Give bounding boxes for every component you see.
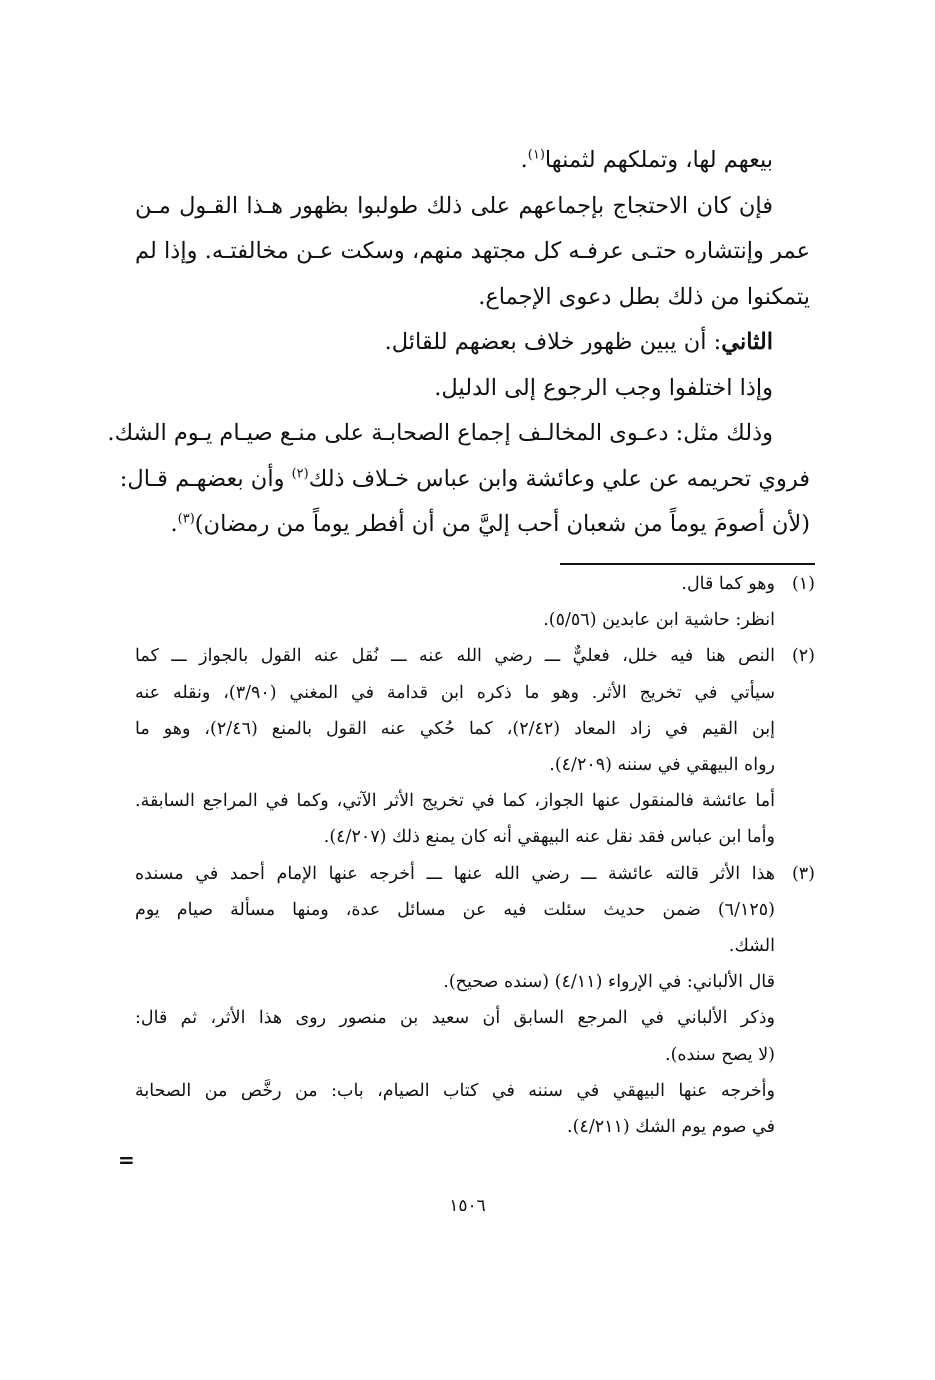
continuation-mark: = — [118, 1148, 135, 1172]
footnote-1 — [135, 566, 815, 638]
footnote-line: وأما ابن عباس فقد نقل عنه البيهقي أنه كان يمنع ذلك (٤/٢٠٧). — [323, 827, 775, 848]
footnote-ref-2: (٢) — [291, 466, 309, 481]
footnote-line: رواه البيهقي في سننه (٤/٢٠٩). — [549, 755, 775, 776]
text-span: (لأن أصومَ يوماً من شعبان أحب إليَّ من أن أفطر يوماً من رمضان) — [194, 511, 810, 537]
footnote-body — [135, 566, 775, 638]
footnote-line: النص هنا فيه خلل، فعليٌّ ـــ رضي الله عنه ـــ نُقل عنه القول بالجواز ـــ كما — [135, 646, 775, 667]
paragraph-5-line-2 — [119, 457, 810, 503]
footnote-number: (١) — [791, 574, 815, 594]
footnote-2 — [135, 638, 815, 855]
footnote-3 — [135, 856, 815, 1146]
footnote-line: وأخرجه عنها البيهقي في سننه في كتاب الصيام، باب: من رخَّص من الصحابة — [135, 1080, 775, 1101]
footnote-line: الشك. — [728, 936, 775, 957]
heading-second: الثاني — [721, 329, 773, 355]
text-span: فروي تحريمه عن علي وعائشة وابن عباس خـلاف ذلك — [308, 465, 810, 492]
footnote-line: انظر: حاشية ابن عابدين (٥/٥٦). — [543, 610, 775, 631]
text-span: : أن يبين ظهور خلاف بعضهم للقائل. — [384, 329, 722, 355]
paragraph-4: وإذا اختلفوا وجب الرجوع إلى الدليل. — [434, 374, 773, 401]
text-span: . — [520, 147, 528, 173]
paragraph-5-line-3 — [135, 502, 810, 548]
footnote-line: قال الألباني: في الإرواء (٤/١١) (سنده صحيح). — [443, 972, 775, 993]
footnote-line: إبن القيم في زاد المعاد (٢/٤٢)، كما حُكي عنه القول بالمنع (٢/٤٦)، وهو ما — [135, 718, 775, 739]
footnote-number: (٣) — [791, 863, 815, 884]
text-span: . — [170, 511, 178, 537]
paragraph-2-line-3: يتمكنوا من ذلك بطل دعوى الإجماع. — [478, 283, 810, 310]
footnote-body — [135, 856, 775, 1146]
footnote-line: (لا يصح سنده). — [665, 1044, 775, 1065]
footnote-line: سيأتي في تخريج الأثر. وهو ما ذكره ابن قدامة في المغني (٣/٩٠)، ونقله عنه — [135, 682, 776, 703]
text-span: وأن بعضهـم قـال: — [119, 465, 292, 492]
footnotes — [135, 566, 815, 1145]
footnote-line: وهو كما قال. — [681, 574, 775, 594]
footnote-line: أما عائشة فالمنقول عنها الجواز، كما في تخريج الأثر الآتي، وكما في المراجع السابقة. — [135, 791, 775, 812]
footnote-line: (٦/١٢٥) ضمن حديث سئلت فيه عن مسائل عدة، ومنها مسألة صيام يوم — [135, 899, 775, 920]
footnote-ref-1: (١) — [527, 147, 545, 163]
text-span: بيعهم لها، وتملكهم لثمنها — [544, 147, 773, 173]
footnote-line: في صوم يوم الشك (٤/٢١١). — [567, 1117, 775, 1138]
footnote-ref-3: (٣) — [177, 511, 195, 527]
footnote-line: وذكر الألباني في المرجع السابق أن سعيد بن منصور روى هذا الأثر، ثم قال: — [135, 1008, 775, 1029]
paragraph-1 — [135, 138, 810, 184]
paragraph-2-line-2: عمر وإنتشاره حتـى عرفـه كل مجتهد منهم، وسكت عـن مخالفتـه. وإذا لم — [135, 238, 810, 264]
paragraph-5-line-1: وذلك مثل: دعـوى المخالـف إجماع الصحابـة على منـع صيـام يـوم الشك. — [107, 420, 773, 446]
footnote-number: (٢) — [791, 646, 815, 667]
footnote-body — [135, 638, 775, 855]
footnote-line: هذا الأثر قالته عائشة ـــ رضي الله عنها ـــ أخرجه عنها الإمام أحمد في مسنده — [135, 863, 775, 884]
paragraph-3 — [135, 320, 810, 366]
main-text — [107, 138, 810, 548]
footnote-separator — [560, 563, 815, 565]
page-number: ١٥٠٦ — [449, 1196, 486, 1216]
paragraph-2-line-1: فإن كان الاحتجاج بإجماعهم على ذلك طولبوا بظهور هـذا القـول مـن — [135, 192, 773, 219]
